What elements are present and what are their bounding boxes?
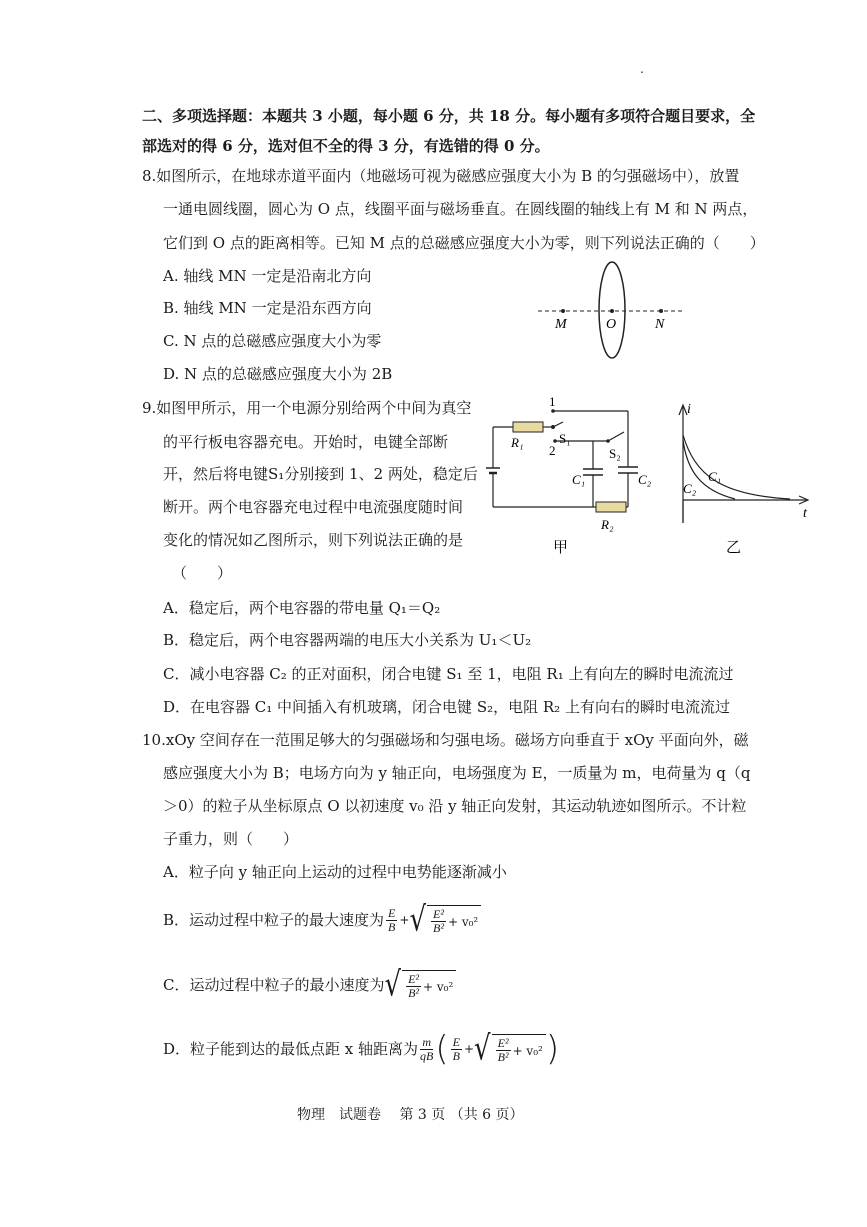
label-p2: 2 [549,443,556,458]
q9-stem-line1: 9.如图甲所示，用一个电源分别给两个中间为真空 [142,399,472,417]
q8-stem-line2: 一通电圆线圈，圆心为 O 点，线圈平面与磁场垂直。在圆线圈的轴线上有 M 和 N 两点， [163,200,758,218]
q10-stem-line2: 感应强度大小为 B；电场方向为 y 轴正向，电场强度为 E，一质量为 m，电荷量为 q（q [163,764,751,782]
label-s1: S₁ [559,431,571,446]
q9-circuit-figure-jia [483,392,673,562]
top-mark: . [640,62,644,76]
q9-stem-line6: （ ） [172,564,233,582]
q10-option-a: A．粒子向 y 轴正向上运动的过程中电势能逐渐减小 [163,863,507,881]
label-curve-c1: C₁ [708,469,722,484]
section-header-line2: 部选对的得 6 分，选对但不全的得 3 分，有选错的得 0 分。 [142,137,550,155]
label-i: i [687,402,691,417]
q9-option-b: B．稳定后，两个电容器两端的电压大小关系为 U₁＜U₂ [163,631,532,649]
caption-jia: 甲 [553,538,569,556]
label-t: t [803,506,807,521]
label-r2: R₂ [601,517,614,532]
sqrt-expr-b: √ $\frac{\text{E²}}{\text{B²}}$ + v₀² [409,905,481,935]
section-header-line1: 二、多项选择题：本题共 3 小题，每小题 6 分，共 18 分。每小题有多项符合题目要求，全 [142,107,756,125]
q8-option-a: A. 轴线 MN 一定是沿南北方向 [163,267,372,285]
q9-current-graph-yi [675,395,815,563]
q8-option-c: C. N 点的总磁感应强度大小为零 [163,332,382,350]
label-c1: C₁ [572,472,586,487]
label-c2: C₂ [638,472,652,487]
q9-option-c: C．减小电容器 C₂ 的正对面积，闭合电键 S₁ 至 1，电阻 R₁ 上有向左的瞬时电流流过 [163,665,734,683]
q8-option-b: B. 轴线 MN 一定是沿东西方向 [163,299,372,317]
q9-stem-line5: 变化的情况如乙图所示，则下列说法正确的是 [163,531,464,549]
q10-option-d-text: D．粒子能到达的最低点距 x 轴距离为 [163,1040,419,1058]
q10-option-c [163,965,456,1005]
caption-yi: 乙 [726,538,742,556]
q10-stem-line1: 10.xOy 空间存在一范围足够大的匀强磁场和匀强电场。磁场方向垂直于 xOy 平面向外，磁 [142,731,749,749]
fraction-e-over-b: $\frac{E}{B}$ [388,905,396,934]
q9-option-d: D．在电容器 C₁ 中间插入有机玻璃，闭合电键 S₂，电阻 R₂ 上有向右的瞬时电流流过 [163,698,730,716]
sqrt-expr-d: √ $\frac{\text{E²}}{\text{B²}}$ + v₀² [474,1034,546,1064]
q10-option-d: D．粒子能到达的最低点距 x 轴距离为 $\frac{m}{qB}$ ( $\frac{E}{B}$ + √ $\frac{\text{E²}}{\text{B²}}$ + v₀² ) [163,1029,560,1069]
page-footer: 物理 试题卷 第 3 页 （共 6 页） [297,1107,524,1123]
q10-option-b-text: B．运动过程中粒子的最大速度为 [163,911,385,929]
sqrt-expr-c: √ $\frac{\text{E²}}{\text{B²}}$ + v₀² [384,970,456,1000]
q10-stem-line3: ＞0）的粒子从坐标原点 O 以初速度 v₀ 沿 y 轴正向发射，其运动轨迹如图所示。不计粒 [163,797,747,815]
q8-stem-line1: 8.如图所示，在地球赤道平面内（地磁场可视为磁感应强度大小为 B 的匀强磁场中），放置 [142,167,740,185]
q10-option-b: B．运动过程中粒子的最大速度为 $\frac{E}{B}$ + √ $\frac{\text{E²}}{\text{B²}}$ + v₀² [163,905,481,935]
q9-stem-line2: 的平行板电容器充电。开始时，电键全部断 [163,433,449,451]
q9-stem-line3: 开，然后将电键S₁分别接到 1、2 两处，稳定后 [163,465,478,483]
q8-option-d: D. N 点的总磁感应强度大小为 2B [163,365,393,383]
label-p1: 1 [549,394,556,409]
q9-stem-line4: 断开。两个电容器充电过程中电流强度随时间 [163,498,464,516]
label-o: O [606,317,617,332]
fraction-m-over-qb: $\frac{m}{qB}$ [420,1034,434,1063]
q9-option-a: A．稳定后，两个电容器的带电量 Q₁＝Q₂ [163,599,441,617]
q8-coil-figure [535,258,685,360]
q8-stem-line3: 它们到 O 点的距离相等。已知 M 点的总磁感应强度大小为零，则下列说法正确的（ ） [163,234,765,252]
label-n: N [655,317,665,332]
q10-option-c-text: C．运动过程中粒子的最小速度为 [163,976,385,994]
label-s2: S₂ [609,446,621,461]
label-m: M [555,317,567,332]
q10-stem-line4: 子重力，则（ ） [163,830,299,848]
label-r1: R₁ [511,435,524,450]
label-curve-c2: C₂ [683,481,697,496]
